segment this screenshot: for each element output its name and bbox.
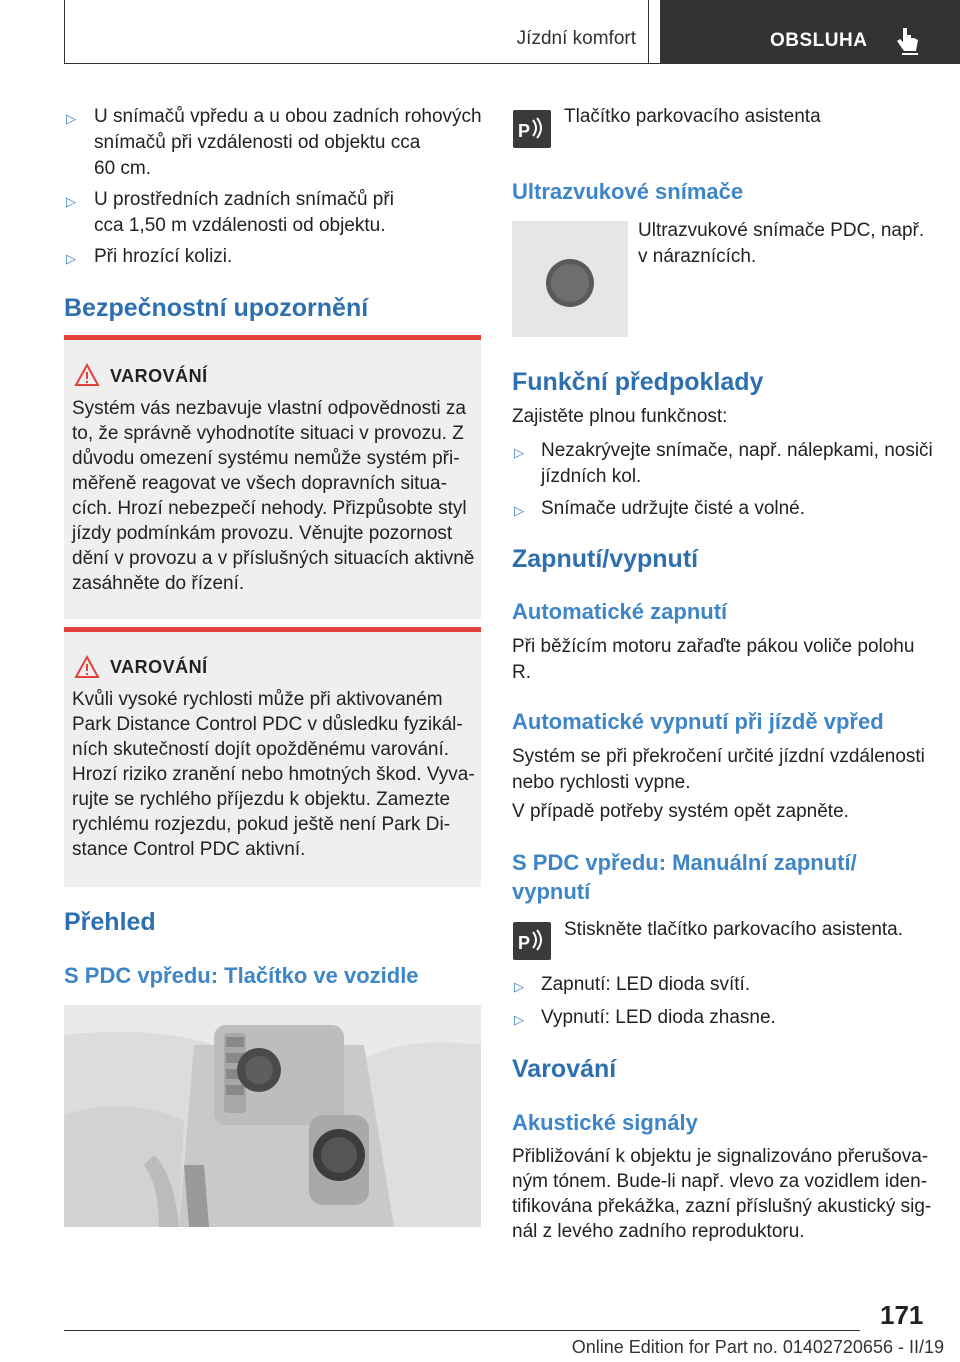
warning-line: cích. Hrozí nebezpečí nehody. Přizpůsobte styl (72, 498, 467, 519)
sensors-caption-line: Ultrazvukové snímače PDC, např. (638, 220, 925, 241)
svg-text:P: P (518, 121, 531, 141)
onoff-heading: Zapnutí/vypnutí (512, 545, 699, 573)
list-item-line: cca 1,50 m vzdálenosti od objektu. (94, 215, 386, 236)
page-number: 171 (880, 1300, 924, 1330)
auto-off-text2: V případě potřeby systém opět zapněte. (512, 801, 849, 822)
center-console-illustration (64, 1005, 481, 1227)
sensors-caption-line: v náraznících. (638, 246, 757, 267)
auto-off-text-line: Systém se při překročení určité jízdní vzdálenosti (512, 746, 925, 767)
auto-off-text-line: nebo rychlosti vypne. (512, 772, 691, 793)
footer-rule (64, 1330, 860, 1331)
warning-title: VAROVÁNÍ (110, 366, 208, 386)
bullet-marker: ▷ (514, 445, 524, 460)
ultrasonic-sensor-illustration (512, 221, 628, 337)
warning-triangle-icon (74, 655, 100, 679)
list-item-line: Při hrozící kolizi. (94, 246, 233, 267)
header-chapter-label: OBSLUHA (770, 30, 868, 51)
parking-assistant-button-icon (513, 922, 551, 960)
manual-heading-line: S PDC vpředu: Manuální zapnutí/ (512, 850, 857, 875)
manual-caption: Stiskněte tlačítko parkovacího asistenta. (564, 919, 904, 940)
requirements-intro: Zajistěte plnou funkčnost: (512, 406, 728, 427)
list-item-line: 60 cm. (94, 158, 152, 179)
warning-line: Park Distance Control PDC v důsledku fyzikál‐ (72, 714, 463, 735)
list-item-line: Vypnutí: LED dioda zhasne. (541, 1007, 776, 1028)
requirements-heading: Funkční předpoklady (512, 368, 764, 396)
auto-on-text-line: R. (512, 662, 531, 683)
warning-section-heading: Varování (512, 1055, 617, 1083)
pdc-button-heading: S PDC vpředu: Tlačítko ve vozidle (64, 963, 419, 988)
bullet-marker: ▷ (514, 1012, 524, 1027)
list-item-line: snímačů při vzdálenosti od objektu cca (94, 132, 421, 153)
auto-on-text-line: Při běžícím motoru zařaďte pákou voliče polohu (512, 636, 915, 657)
auto-off-heading: Automatické vypnutí při jízdě vpřed (512, 709, 884, 734)
hand-touch-icon (894, 24, 922, 56)
list-item-line: U snímačů vpředu a u obou zadních rohových (94, 106, 482, 127)
auto-on-heading: Automatické zapnutí (512, 599, 728, 624)
bullet-marker: ▷ (514, 503, 524, 518)
warning-title: VAROVÁNÍ (110, 657, 208, 677)
warning-line: Systém vás nezbavuje vlastní odpovědnosti za (72, 398, 466, 419)
warning-line: Hrozí riziko zranění nebo hmotných škod. Vyva‐ (72, 764, 475, 785)
warning-line: stance Control PDC aktivní. (72, 839, 306, 860)
warning-line: rujte se rychlého příjezdu k objektu. Zamezte (72, 789, 451, 810)
sensors-heading: Ultrazvukové snímače (512, 179, 744, 204)
warning-line: Kvůli vysoké rychlosti může při aktivovaném (72, 689, 443, 710)
acoustic-text-line: nál z levého zadního reproduktoru. (512, 1221, 805, 1242)
list-item-line: Zapnutí: LED dioda svítí. (541, 974, 751, 995)
overview-heading: Přehled (64, 908, 156, 936)
bullet-marker: ▷ (66, 194, 76, 209)
warning-line: měřeně reagovat ve všech dopravních situa‐ (72, 473, 447, 494)
warning-line: důvodu omezení systému nemůže systém při‐ (72, 448, 460, 469)
list-item-line: Snímače udržujte čisté a volné. (541, 498, 806, 519)
list-item-line: jízdních kol. (541, 466, 642, 487)
acoustic-text-line: ným tónem. Bude-li např. vlevo za vozidlem iden‐ (512, 1171, 928, 1192)
warning-line: jízdy podmínkám provozu. Věnujte pozornost (72, 523, 453, 544)
acoustic-text-line: tifikována překážka, zazní příslušný akustický sig‐ (512, 1196, 932, 1217)
pdc-button-caption: Tlačítko parkovacího asistenta (564, 106, 821, 127)
header-section-title: Jízdní komfort (516, 28, 636, 49)
warning-triangle-icon (74, 363, 100, 387)
acoustic-heading: Akustické signály (512, 1110, 698, 1135)
bullet-marker: ▷ (514, 979, 524, 994)
warning-line: zasáhněte do řízení. (72, 573, 245, 594)
header-chapter-tab (660, 0, 960, 64)
svg-text:P: P (518, 933, 531, 953)
safety-heading: Bezpečnostní upozornění (64, 294, 369, 322)
parking-assistant-button-icon (513, 110, 551, 148)
warning-line: ních skutečností dojít opožděnému varování. (72, 739, 450, 760)
acoustic-text-line: Přibližování k objektu je signalizováno přerušova‐ (512, 1146, 929, 1167)
warning-line: to, že správně vyhodnotíte situaci v provozu. Z (72, 423, 464, 444)
bullet-marker: ▷ (66, 111, 76, 126)
warning-line: dění v provozu a v příslušných situacích aktivně (72, 548, 475, 569)
header-rule-left (64, 0, 65, 64)
warning-line: rychlému rozjezdu, pokud ještě není Park Di‐ (72, 814, 451, 835)
list-item-line: Nezakrývejte snímače, např. nálepkami, nosiči (541, 440, 933, 461)
manual-heading-line: vypnutí (512, 879, 591, 904)
header-rule-mid (648, 0, 649, 64)
footer-edition: Online Edition for Part no. 01402720656 - II/19 (571, 1337, 944, 1357)
list-item-line: U prostředních zadních snímačů při (94, 189, 394, 210)
bullet-marker: ▷ (66, 251, 76, 266)
